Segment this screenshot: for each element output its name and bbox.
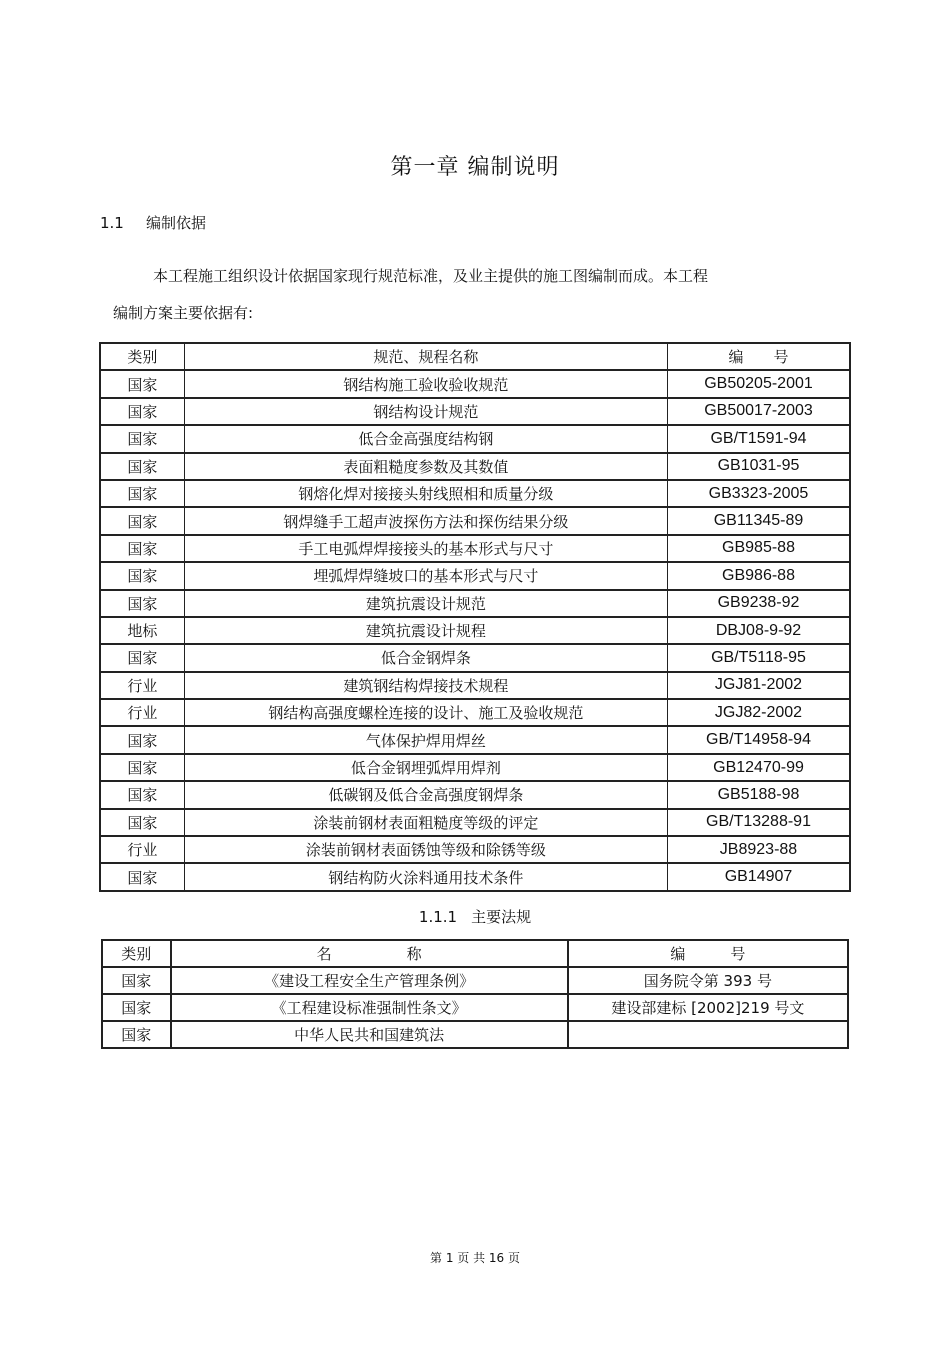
cell-name: 涂装前钢材表面锈蚀等级和除锈等级 bbox=[184, 836, 667, 863]
cell-name: 低碳钢及低合金高强度钢焊条 bbox=[184, 781, 667, 808]
cell-name: 钢焊缝手工超声波探伤方法和探伤结果分级 bbox=[184, 507, 667, 534]
table-row bbox=[100, 562, 850, 589]
header-code: 编 号 bbox=[568, 940, 848, 967]
table-row bbox=[100, 781, 850, 808]
header-name: 名 称 bbox=[171, 940, 568, 967]
cell-name: 表面粗糙度参数及其数值 bbox=[184, 453, 667, 480]
cell-category: 国家 bbox=[100, 370, 184, 397]
header-category: 类别 bbox=[100, 343, 184, 370]
table-header-row bbox=[102, 940, 848, 967]
table-row bbox=[102, 967, 848, 994]
table-row bbox=[100, 507, 850, 534]
laws-table-body bbox=[102, 967, 848, 1048]
cell-category: 国家 bbox=[100, 644, 184, 671]
section-heading bbox=[100, 212, 206, 233]
cell-category: 行业 bbox=[100, 699, 184, 726]
table-row bbox=[102, 994, 848, 1021]
table-row bbox=[100, 425, 850, 452]
cell-category: 行业 bbox=[100, 672, 184, 699]
cell-name: 钢熔化焊对接接头射线照相和质量分级 bbox=[184, 480, 667, 507]
cell-category: 行业 bbox=[100, 836, 184, 863]
cell-code bbox=[568, 1021, 848, 1048]
cell-code: 国务院令第 393 号 bbox=[568, 967, 848, 994]
cell-category: 国家 bbox=[100, 453, 184, 480]
intro-paragraph-line-1: 本工程施工组织设计依据国家现行规范标准，及业主提供的施工图编制而成。本工程 bbox=[153, 267, 709, 285]
cell-name: 中华人民共和国建筑法 bbox=[171, 1021, 568, 1048]
cell-code: JB8923-88 bbox=[668, 836, 851, 863]
laws-table bbox=[101, 939, 849, 1049]
table-row bbox=[100, 754, 850, 781]
cell-code: GB50017-2003 bbox=[668, 398, 851, 425]
cell-name: 低合金钢焊条 bbox=[184, 644, 667, 671]
cell-category: 国家 bbox=[100, 480, 184, 507]
cell-category: 国家 bbox=[100, 726, 184, 753]
section-number: 1.1 bbox=[100, 214, 124, 232]
chapter-title: 第一章 编制说明 bbox=[390, 155, 560, 180]
cell-name: 涂装前钢材表面粗糙度等级的评定 bbox=[184, 809, 667, 836]
cell-category: 地标 bbox=[100, 617, 184, 644]
standards-table bbox=[99, 342, 851, 892]
cell-name: 建筑抗震设计规程 bbox=[184, 617, 667, 644]
intro-paragraph-line-2: 编制方案主要依据有: bbox=[113, 304, 254, 322]
subsection-heading bbox=[0, 906, 950, 927]
cell-name: 手工电弧焊焊接接头的基本形式与尺寸 bbox=[184, 535, 667, 562]
cell-name: 建筑钢结构焊接技术规程 bbox=[184, 672, 667, 699]
cell-category: 国家 bbox=[100, 535, 184, 562]
cell-code: GB9238-92 bbox=[668, 590, 851, 617]
cell-name: 钢结构防火涂料通用技术条件 bbox=[184, 863, 667, 890]
cell-code: GB/T5118-95 bbox=[668, 644, 851, 671]
table-row bbox=[100, 809, 850, 836]
cell-code: GB/T13288-91 bbox=[668, 809, 851, 836]
cell-code: 建设部建标 [2002]219 号文 bbox=[568, 994, 848, 1021]
cell-category: 国家 bbox=[102, 967, 171, 994]
cell-name: 钢结构高强度螺栓连接的设计、施工及验收规范 bbox=[184, 699, 667, 726]
cell-name: 钢结构设计规范 bbox=[184, 398, 667, 425]
header-code: 编 号 bbox=[668, 343, 851, 370]
table-row bbox=[100, 535, 850, 562]
cell-code: GB986-88 bbox=[668, 562, 851, 589]
table-row bbox=[100, 398, 850, 425]
standards-table-body bbox=[100, 370, 850, 890]
cell-category: 国家 bbox=[100, 562, 184, 589]
table-row bbox=[100, 617, 850, 644]
cell-code: GB1031-95 bbox=[668, 453, 851, 480]
table-row bbox=[100, 672, 850, 699]
cell-category: 国家 bbox=[100, 754, 184, 781]
cell-name: 低合金钢埋弧焊用焊剂 bbox=[184, 754, 667, 781]
cell-name: 埋弧焊焊缝坡口的基本形式与尺寸 bbox=[184, 562, 667, 589]
cell-code: GB50205-2001 bbox=[668, 370, 851, 397]
table-row bbox=[100, 699, 850, 726]
table-row bbox=[100, 644, 850, 671]
table-row bbox=[102, 1021, 848, 1048]
cell-code: JGJ82-2002 bbox=[668, 699, 851, 726]
table-row bbox=[100, 480, 850, 507]
cell-code: GB5188-98 bbox=[668, 781, 851, 808]
table-row bbox=[100, 370, 850, 397]
table-row bbox=[100, 836, 850, 863]
page-footer: 第 1 页 共 16 页 bbox=[430, 1251, 520, 1265]
section-title: 编制依据 bbox=[146, 214, 207, 232]
cell-category: 国家 bbox=[100, 863, 184, 890]
table-header-row bbox=[100, 343, 850, 370]
table-row bbox=[100, 726, 850, 753]
cell-category: 国家 bbox=[100, 781, 184, 808]
cell-category: 国家 bbox=[100, 590, 184, 617]
table-row bbox=[100, 590, 850, 617]
cell-code: GB/T1591-94 bbox=[668, 425, 851, 452]
cell-code: DBJ08-9-92 bbox=[668, 617, 851, 644]
cell-code: GB3323-2005 bbox=[668, 480, 851, 507]
cell-name: 低合金高强度结构钢 bbox=[184, 425, 667, 452]
cell-name: 《工程建设标准强制性条文》 bbox=[171, 994, 568, 1021]
header-category: 类别 bbox=[102, 940, 171, 967]
cell-category: 国家 bbox=[100, 425, 184, 452]
cell-name: 《建设工程安全生产管理条例》 bbox=[171, 967, 568, 994]
header-name: 规范、规程名称 bbox=[184, 343, 667, 370]
cell-category: 国家 bbox=[100, 809, 184, 836]
cell-code: GB14907 bbox=[668, 863, 851, 890]
cell-category: 国家 bbox=[102, 1021, 171, 1048]
cell-code: GB11345-89 bbox=[668, 507, 851, 534]
subsection-number: 1.1.1 bbox=[418, 908, 458, 926]
cell-name: 气体保护焊用焊丝 bbox=[184, 726, 667, 753]
cell-category: 国家 bbox=[100, 507, 184, 534]
cell-code: GB/T14958-94 bbox=[668, 726, 851, 753]
cell-code: GB985-88 bbox=[668, 535, 851, 562]
table-row bbox=[100, 863, 850, 890]
cell-code: GB12470-99 bbox=[668, 754, 851, 781]
cell-name: 钢结构施工验收验收规范 bbox=[184, 370, 667, 397]
subsection-title: 主要法规 bbox=[471, 908, 532, 926]
cell-code: JGJ81-2002 bbox=[668, 672, 851, 699]
cell-category: 国家 bbox=[102, 994, 171, 1021]
cell-name: 建筑抗震设计规范 bbox=[184, 590, 667, 617]
cell-category: 国家 bbox=[100, 398, 184, 425]
table-row bbox=[100, 453, 850, 480]
